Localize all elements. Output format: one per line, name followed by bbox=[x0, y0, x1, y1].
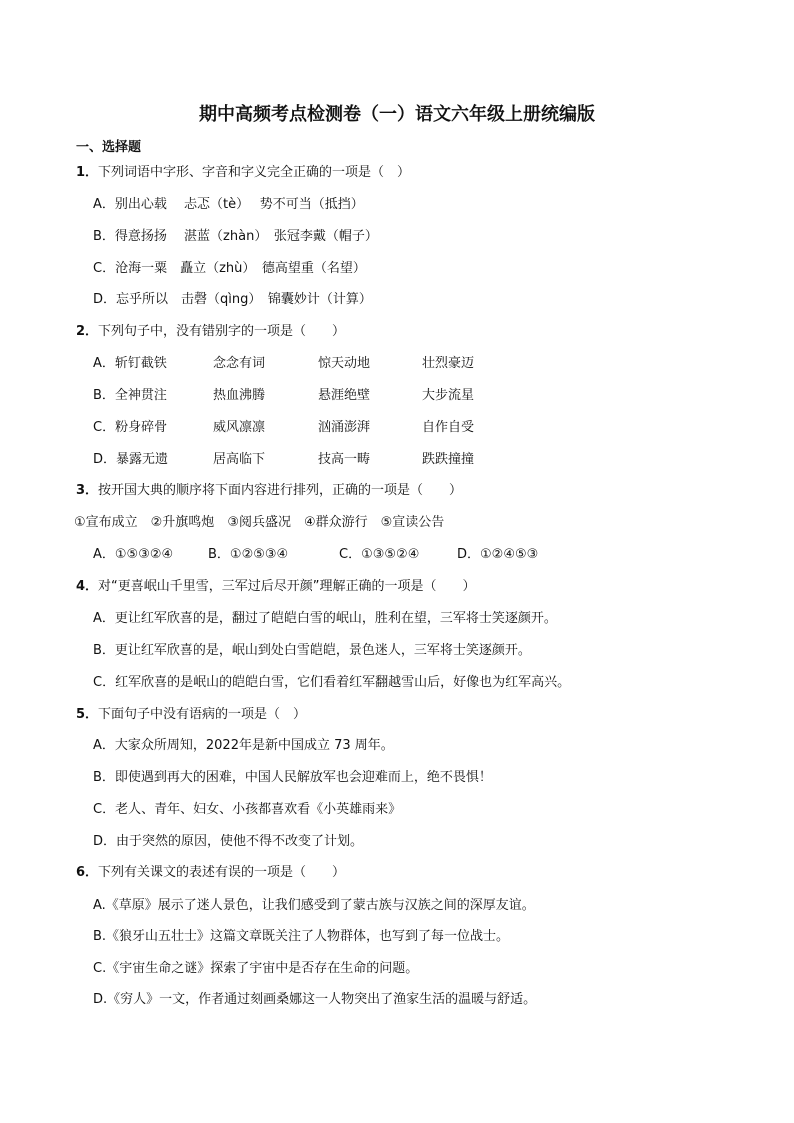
q6-option-d: D.《穷人》一文，作者通过刻画桑娜这一人物突出了渔家生活的温暖与舒适。 bbox=[93, 992, 537, 1007]
option-word: C．粉身碎骨 bbox=[93, 420, 168, 435]
question-3 bbox=[76, 482, 462, 500]
question-stem: 下列句子中，没有错别字的一项是（ ） bbox=[98, 324, 346, 339]
option-word: 大步流星 bbox=[422, 388, 475, 403]
q6-option-c: C.《宇宙生命之谜》探索了宇宙中是否存在生命的问题。 bbox=[93, 961, 419, 976]
question-2 bbox=[76, 323, 345, 341]
option-word: 悬涯绝壁 bbox=[318, 388, 371, 403]
q2-option-b bbox=[93, 387, 512, 405]
section-heading: 一、选择题 bbox=[76, 140, 142, 155]
question-stem: 下列有关课文的表述有误的一项是（ ） bbox=[98, 865, 346, 880]
q3-option-c: C．①③⑤②④ bbox=[339, 547, 420, 562]
q3-option-b: B．①②⑤③④ bbox=[208, 547, 289, 562]
option-word: A．斩钉截铁 bbox=[93, 356, 167, 371]
q4-option-b: B．更让红军欣喜的是，岷山到处白雪皑皑，景色迷人，三军将士笑逐颜开。 bbox=[93, 643, 531, 658]
q2-option-d bbox=[93, 451, 512, 469]
option-word: D．暴露无遗 bbox=[93, 452, 169, 467]
q2-option-a bbox=[93, 355, 512, 373]
option-word: 自作自受 bbox=[422, 420, 475, 435]
q5-option-b: B．即使遇到再大的困难，中国人民解放军也会迎难而上，绝不畏惧！ bbox=[93, 770, 492, 785]
q4-option-a: A．更让红军欣喜的是，翻过了皑皑白雪的岷山，胜利在望，三军将士笑逐颜开。 bbox=[93, 611, 557, 626]
question-stem: 下列词语中字形、字音和字义完全正确的一项是（ ） bbox=[98, 165, 411, 180]
q3-options bbox=[93, 546, 538, 564]
question-1 bbox=[76, 164, 410, 182]
question-number: 3． bbox=[76, 483, 99, 498]
option-word: 汹涌澎湃 bbox=[318, 420, 371, 435]
question-number: 6． bbox=[76, 865, 99, 880]
question-5 bbox=[76, 706, 306, 724]
question-number: 1． bbox=[76, 165, 99, 180]
option-word: 居高临下 bbox=[213, 452, 266, 467]
question-number: 5． bbox=[76, 707, 99, 722]
sequence-item: ②升旗鸣炮 bbox=[150, 515, 215, 530]
q5-option-a: A．大家众所周知，2022年是新中国成立 73 周年。 bbox=[93, 738, 394, 753]
q6-option-a: A.《草原》展示了迷人景色，让我们感受到了蒙古族与汉族之间的深厚友谊。 bbox=[93, 898, 535, 913]
question-stem: 按开国大典的顺序将下面内容进行排列，正确的一项是（ ） bbox=[98, 483, 463, 498]
sequence-item: ④群众游行 bbox=[303, 515, 368, 530]
exam-title: 期中高频考点检测卷（一）语文六年级上册统编版 bbox=[199, 104, 595, 125]
q1-option-d: D．忘乎所以 击磬（qìng） 锦囊妙计（计算） bbox=[93, 292, 372, 307]
q4-option-c: C．红军欣喜的是岷山的皑皑白雪，它们看着红军翻越雪山后，好像也为红军高兴。 bbox=[93, 675, 571, 690]
option-word: 威风凛凛 bbox=[213, 420, 266, 435]
option-word: 惊天动地 bbox=[318, 356, 371, 371]
option-word: 念念有词 bbox=[213, 356, 266, 371]
q1-option-a: A．别出心载 忐忑（tè） 势不可当（抵挡） bbox=[93, 197, 364, 212]
question-stem: 对“更喜岷山千里雪，三军过后尽开颜”理解正确的一项是（ ） bbox=[98, 579, 476, 594]
option-word: 热血沸腾 bbox=[213, 388, 266, 403]
sequence-item: ③阅兵盛况 bbox=[227, 515, 291, 530]
option-word: 壮烈豪迈 bbox=[422, 356, 475, 371]
q2-option-c bbox=[93, 419, 512, 437]
sequence-item: ①宣布成立 bbox=[74, 515, 138, 530]
option-word: B．全神贯注 bbox=[93, 388, 167, 403]
q1-option-c: C．沧海一粟 矗立（zhù） 德高望重（名望） bbox=[93, 261, 366, 276]
q3-option-a: A．①⑤③②④ bbox=[93, 547, 174, 562]
sequence-item: ⑤宣读公告 bbox=[380, 515, 445, 530]
q3-sequence-items bbox=[74, 514, 444, 532]
q5-option-c: C．老人、青年、妇女、小孩都喜欢看《小英雄雨来》 bbox=[93, 802, 402, 817]
q6-option-b: B.《狼牙山五壮士》这篇文章既关注了人物群体，也写到了每一位战士。 bbox=[93, 929, 510, 944]
q3-option-d: D．①②④⑤③ bbox=[457, 547, 539, 562]
question-number: 2． bbox=[76, 324, 99, 339]
option-word: 技高一畴 bbox=[318, 452, 371, 467]
option-word: 跌跌撞撞 bbox=[422, 452, 475, 467]
q1-option-b: B．得意扬扬 湛蓝（zhàn） 张冠李戴（帽子） bbox=[93, 229, 378, 244]
question-4 bbox=[76, 578, 476, 596]
question-number: 4． bbox=[76, 579, 99, 594]
question-stem: 下面句子中没有语病的一项是（ ） bbox=[98, 707, 307, 722]
q5-option-d: D．由于突然的原因，使他不得不改变了计划。 bbox=[93, 834, 364, 849]
question-6 bbox=[76, 864, 345, 882]
